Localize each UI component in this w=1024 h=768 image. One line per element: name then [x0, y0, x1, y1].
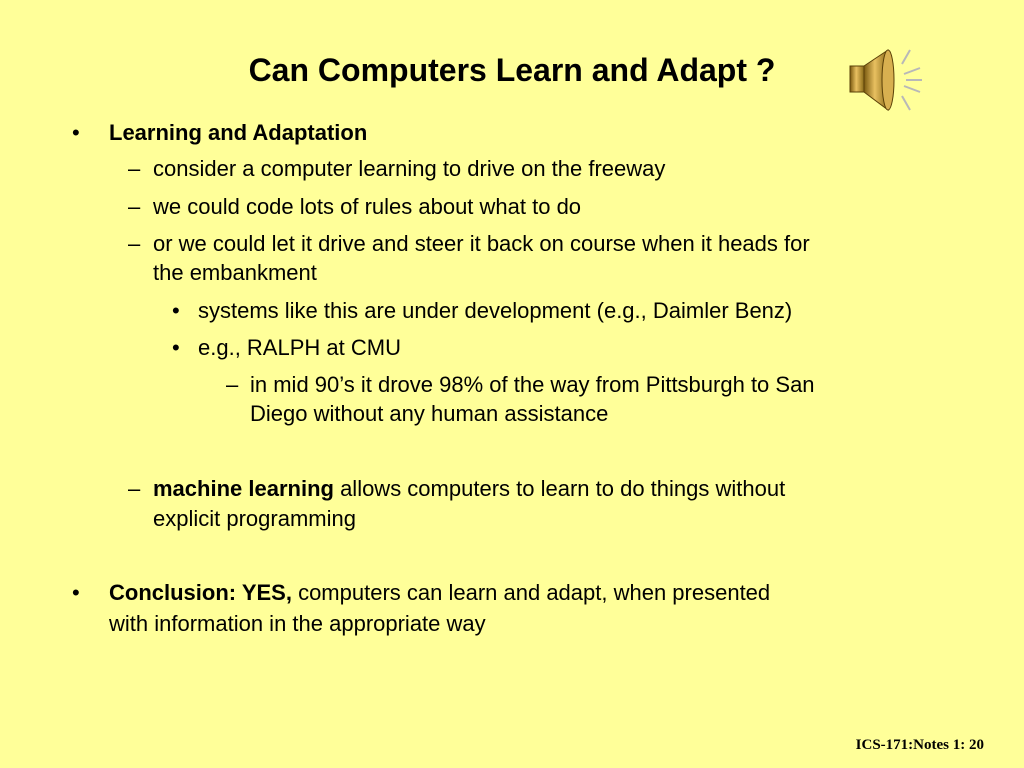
- slide-footer: ICS-171:Notes 1: 20: [855, 737, 984, 753]
- bullet-marker: •: [72, 580, 80, 605]
- dash-marker: –: [226, 372, 239, 397]
- list-item-continuation: the embankment: [153, 260, 317, 285]
- speaker-icon[interactable]: [844, 44, 924, 118]
- list-item: we could code lots of rules about what to do: [153, 194, 582, 219]
- list-item: or we could let it drive and steer it back on course when it heads for: [153, 231, 810, 256]
- dash-marker: –: [128, 194, 141, 219]
- dash-marker: –: [128, 231, 141, 256]
- bullet-marker: •: [172, 298, 180, 323]
- list-item: [153, 474, 785, 504]
- list-item-continuation: Diego without any human assistance: [250, 401, 609, 426]
- list-item: in mid 90’s it drove 98% of the way from Pittsburgh to San: [250, 372, 815, 397]
- list-item: consider a computer learning to drive on the freeway: [153, 156, 666, 181]
- bullet-marker: •: [72, 120, 80, 145]
- list-item: e.g., RALPH at CMU: [198, 335, 401, 360]
- conclusion-text: computers can learn and adapt, when presented: [291, 580, 771, 605]
- ml-term: machine learning: [153, 476, 334, 501]
- bullet-marker: •: [172, 335, 180, 360]
- conclusion-continuation: with information in the appropriate way: [109, 611, 486, 636]
- conclusion-label: Conclusion: YES,: [109, 580, 292, 605]
- conclusion: [109, 578, 770, 608]
- list-item: systems like this are under development (e.g., Daimler Benz): [198, 298, 793, 323]
- ml-text: allows computers to learn to do things without: [333, 476, 786, 501]
- dash-marker: –: [128, 156, 141, 181]
- dash-marker: –: [128, 476, 141, 501]
- list-item-continuation: explicit programming: [153, 506, 356, 531]
- slide-title: Can Computers Learn and Adapt ?: [248, 52, 776, 88]
- learning-heading: Learning and Adaptation: [109, 120, 368, 145]
